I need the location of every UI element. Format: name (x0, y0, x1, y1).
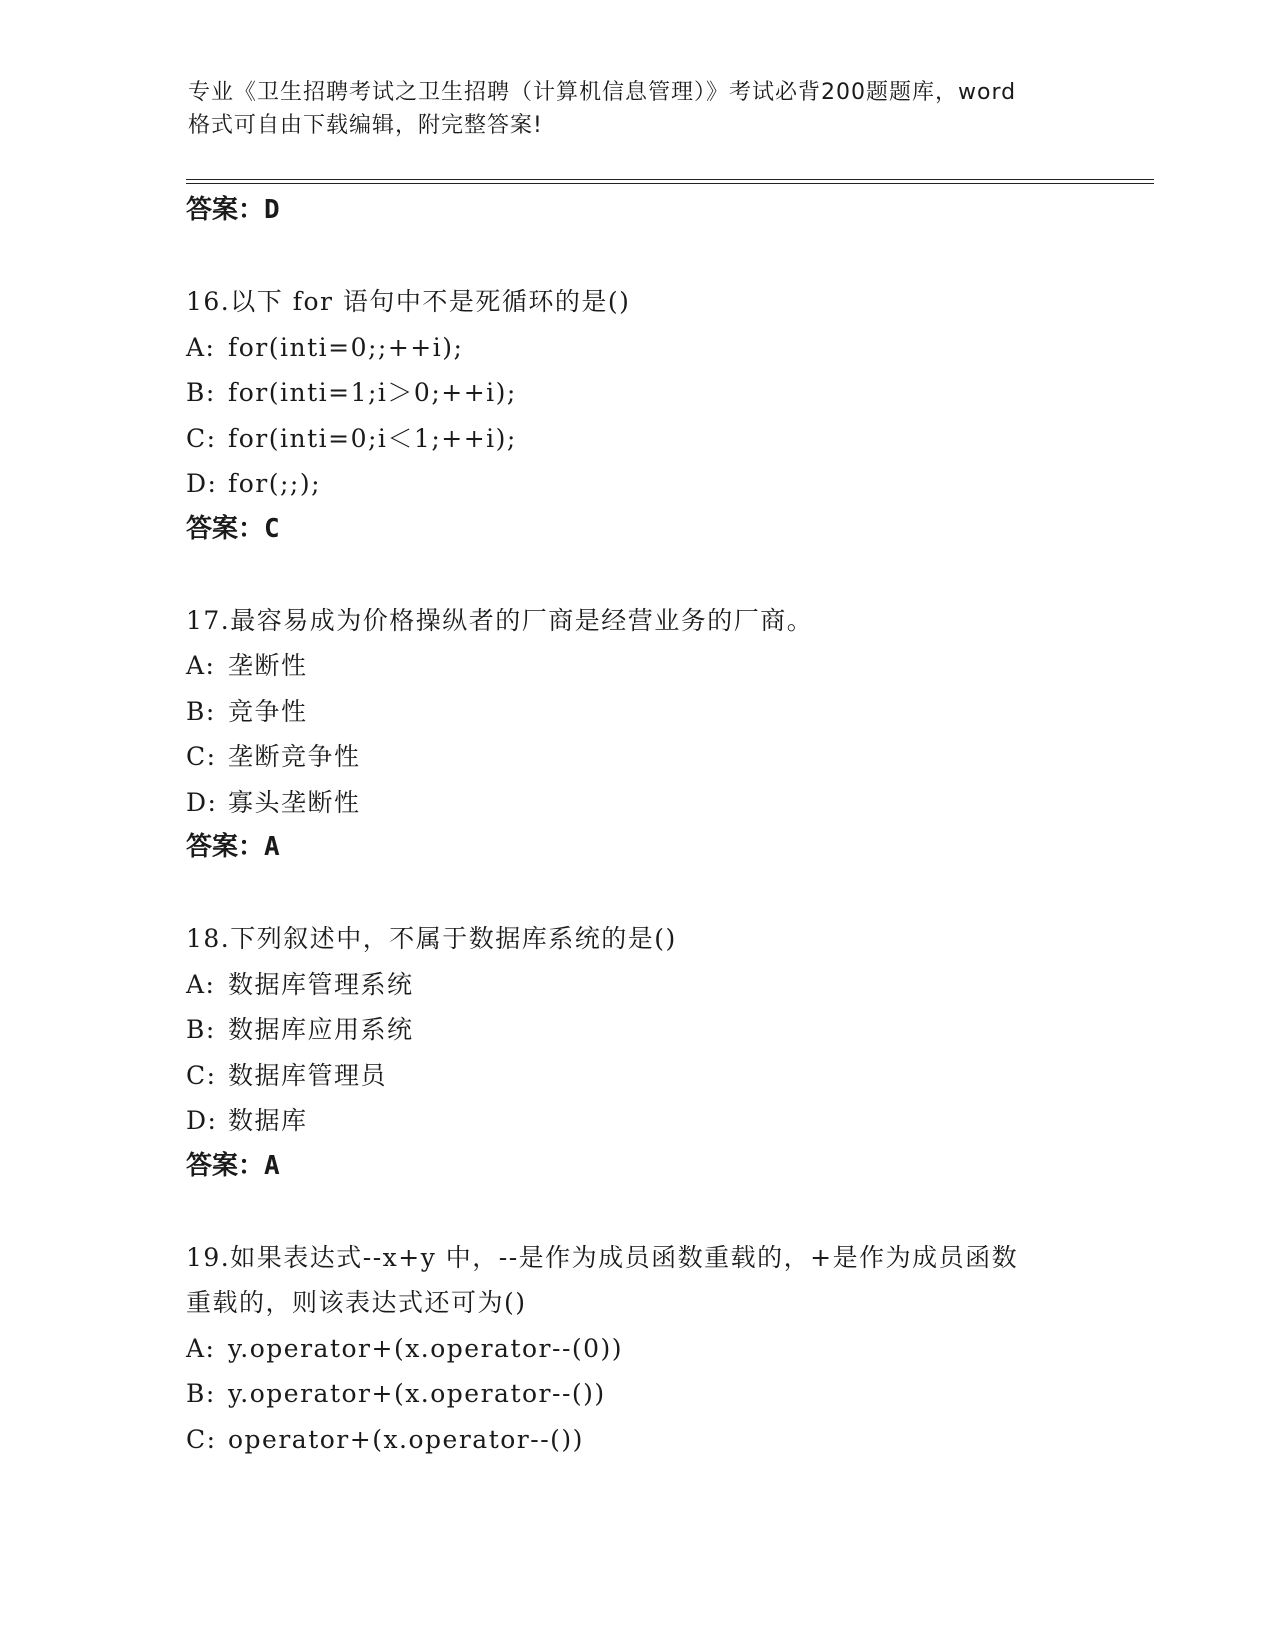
option-b (186, 1007, 1086, 1053)
header-line-1: 专业《卫生招聘考试之卫生招聘（计算机信息管理）》考试必背200题题库，word (188, 80, 1017, 105)
option-letter: C: (186, 423, 217, 453)
question-stem: 16.以下 for 语句中不是死循环的是() (186, 287, 631, 316)
option-text: 数据库应用系统 (228, 1015, 414, 1044)
option-b (186, 370, 1086, 416)
option-text: 寡头垄断性 (228, 787, 361, 817)
option-a (186, 643, 1086, 689)
option-c (186, 1417, 1086, 1463)
answer-15: 答案：D (186, 195, 280, 225)
option-letter: A: (186, 651, 216, 680)
option-b (186, 1371, 1086, 1417)
option-letter: D: (186, 1106, 218, 1135)
header-rule-top (186, 179, 1154, 180)
option-d (186, 1098, 1086, 1144)
option-text: for(inti=0;i＜1;++i); (228, 423, 517, 453)
option-text: 数据库管理系统 (228, 969, 414, 999)
question-19 (186, 1235, 1086, 1463)
option-text: 数据库管理员 (228, 1060, 388, 1090)
option-letter: B: (186, 696, 216, 726)
option-a (186, 325, 1086, 371)
question-stem: 18.下列叙述中，不属于数据库系统的是() (186, 924, 677, 953)
option-letter: B: (186, 1379, 216, 1408)
option-text: 数据库 (228, 1106, 308, 1135)
option-d (186, 780, 1086, 826)
option-text: for(;;); (228, 469, 322, 498)
option-letter: B: (186, 1015, 216, 1044)
option-b (186, 689, 1086, 735)
header-rule-bottom (186, 183, 1154, 184)
answer-17: 答案：A (186, 832, 280, 862)
answer-16: 答案：C (186, 513, 280, 544)
option-c (186, 1053, 1086, 1099)
option-letter: A: (186, 1333, 216, 1363)
option-letter: B: (186, 378, 216, 407)
option-text: for(inti=0;;++i); (228, 332, 464, 362)
option-text: 垄断性 (228, 651, 308, 680)
option-letter: A: (186, 969, 216, 999)
option-letter: C: (186, 1060, 217, 1090)
question-16 (186, 279, 1086, 552)
spacer (186, 552, 1086, 598)
option-letter: C: (186, 742, 217, 771)
spacer (186, 234, 1086, 280)
spacer (186, 871, 1086, 917)
option-text: y.operator+(x.operator--()) (228, 1379, 606, 1408)
option-text: operator+(x.operator--()) (228, 1424, 584, 1454)
option-text: for(inti=1;i＞0;++i); (228, 378, 517, 407)
option-a (186, 962, 1086, 1008)
option-letter: C: (186, 1424, 217, 1454)
question-stem-line-1: 19.如果表达式--x+y 中，--是作为成员函数重载的，+是作为成员函数 (186, 1242, 1019, 1272)
question-17 (186, 598, 1086, 871)
option-letter: A: (186, 332, 216, 362)
document-body (186, 188, 1086, 1462)
option-d (186, 461, 1086, 507)
option-c (186, 734, 1086, 780)
answer-18: 答案：A (186, 1150, 280, 1181)
option-a (186, 1326, 1086, 1372)
spacer (186, 1189, 1086, 1235)
option-letter: D: (186, 469, 218, 498)
document-header (188, 76, 1088, 142)
option-text: y.operator+(x.operator--(0)) (228, 1333, 624, 1363)
question-18 (186, 916, 1086, 1189)
question-stem: 17.最容易成为价格操纵者的厂商是经营业务的厂商。 (186, 605, 814, 635)
option-text: 竞争性 (228, 696, 308, 726)
option-c (186, 416, 1086, 462)
question-stem-line-2: 重载的，则该表达式还可为() (186, 1288, 527, 1317)
header-line-2: 格式可自由下载编辑，附完整答案! (188, 113, 543, 138)
option-text: 垄断竞争性 (228, 742, 361, 771)
option-letter: D: (186, 787, 218, 817)
